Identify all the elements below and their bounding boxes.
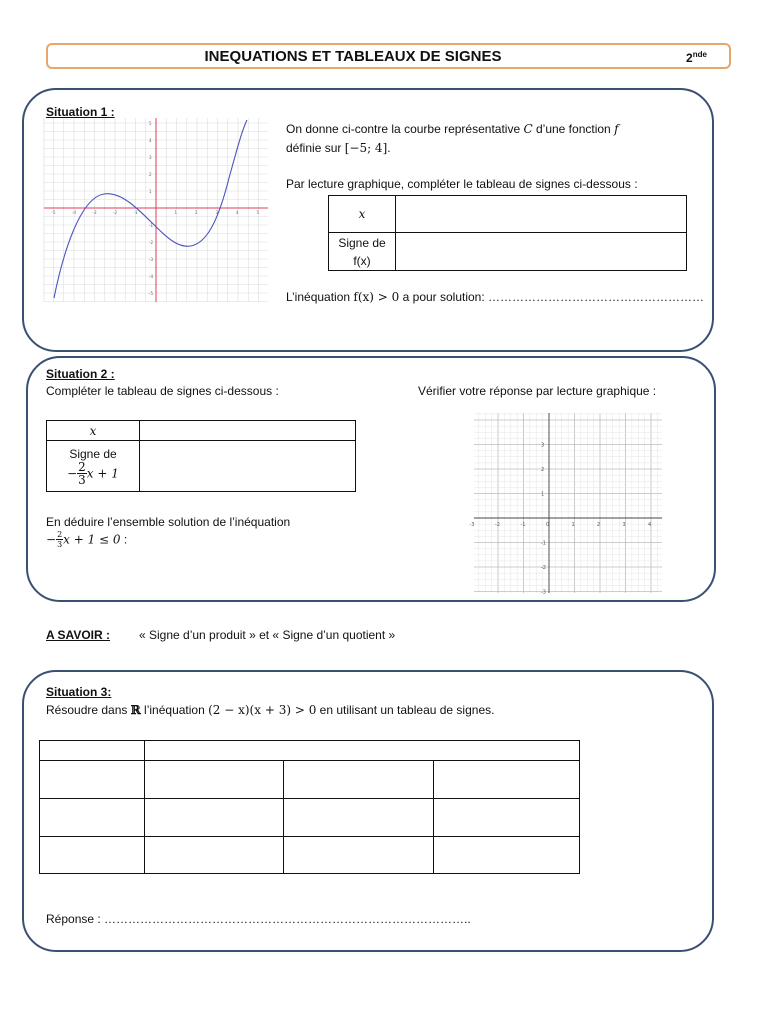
table-cell[interactable] [145,761,284,799]
situation-2-heading: Situation 2 : [46,367,115,381]
sign-label: Signe de [338,235,386,250]
savoir-text: « Signe d’un produit » et « Signe d’un quotient » [139,628,396,642]
x-tick-label: 4 [236,210,239,215]
y-tick-label: -2 [149,240,153,245]
y-tick-label: -3 [149,257,153,262]
x-tick-label: -1 [133,210,138,215]
table-x-values-cell[interactable] [396,196,687,233]
colon: : [120,532,128,547]
x-tick-label: -3 [92,210,97,215]
table-cell[interactable] [434,761,580,799]
situation-2-deduce: En déduire l’ensemble solution de l’inéquation [46,515,291,529]
situation-3-statement [46,703,494,717]
savoir-label: A SAVOIR : [46,628,111,642]
table-cell[interactable] [145,799,284,837]
x-tick-label: 1 [174,210,178,215]
y-tick-label: 3 [149,155,152,160]
statement-text: l’inéquation [140,703,209,717]
y-tick-label: 5 [149,121,152,126]
x-tick-label: 3 [215,210,219,215]
numerator: 2 [57,530,63,539]
situation-1-statement [286,120,686,158]
function-curve [51,120,247,298]
situation-1-sign-table [328,195,687,271]
situation-3-sign-table [39,740,580,874]
table-cell[interactable] [434,837,580,874]
x-tick-label: 3 [622,522,626,528]
title-banner [46,43,731,69]
table-sign-values-cell[interactable] [140,441,356,492]
situation-1-inequation [286,290,704,304]
statement-text: en utilisant un tableau de signes. [316,703,495,717]
situation-1-instruction: Par lecture graphique, compléter le tableau de signes ci-dessous : [286,177,638,191]
ineq-text: L’inéquation [286,290,354,304]
ineq-answer-line[interactable]: a pour solution: ……………………………………………… [399,290,705,304]
x-tick-label: -4 [72,210,76,215]
y-tick-label: 1 [149,189,152,194]
variable-x: x [358,207,366,221]
x-tick-label: -1 [520,522,526,528]
table-cell[interactable] [40,799,145,837]
table-x-header [47,421,140,441]
x-tick-label: -3 [469,522,475,528]
real-numbers-symbol: ℝ [130,703,141,717]
y-tick-label: 3 [541,442,545,449]
situation-2-inequation [46,530,127,549]
table-cell[interactable] [40,761,145,799]
table-cell[interactable] [284,761,434,799]
table-cell[interactable] [434,799,580,837]
table-sign-header [47,441,140,492]
y-tick-label: -1 [149,223,153,228]
y-tick-label: -5 [149,291,153,296]
situation-3-heading: Situation 3: [46,685,112,699]
class-level [686,50,707,65]
statement-line-2 [286,139,686,158]
expression-rest: x + 1 [86,466,119,480]
denominator: 3 [78,472,86,487]
x-tick-label: -5 [51,210,56,215]
y-tick-label: 4 [149,138,152,143]
y-tick-label: -3 [541,589,546,596]
situation-2-empty-grid [469,413,662,596]
x-tick-label: 0 [546,522,550,528]
inequation-rest: x + 1 ≤ 0 [63,532,121,547]
y-tick-label: -4 [149,274,153,279]
table-cell[interactable] [284,837,434,874]
y-tick-label: 1 [541,491,545,498]
curve-name: C [523,122,533,136]
ineq-formula: f(x) > 0 [353,290,400,304]
situation-1-heading: Situation 1 : [46,105,115,119]
x-tick-label: 1 [571,522,575,528]
table-sign-header [329,233,396,271]
sign-label: Signe de [69,446,117,461]
inequation-formula: (2 − x)(x + 3) > 0 [208,703,317,717]
statement-text: On donne ci-contre la courbe représentative [286,122,524,136]
y-tick-label: -1 [541,540,546,547]
sign-expression [47,461,139,486]
denominator: 3 [57,540,63,549]
statement-text: . [387,141,391,155]
fraction [77,461,87,486]
table-cell[interactable] [284,799,434,837]
table-x-values-cell[interactable] [140,421,356,441]
x-tick-label: 2 [195,210,198,215]
y-tick-label: 2 [541,467,545,473]
domain-interval: [−5; 4] [344,141,388,155]
x-tick-label: -2 [113,210,117,215]
page-title: INEQUATIONS ET TABLEAUX DE SIGNES [204,48,502,65]
table-cell[interactable] [145,741,580,761]
minus-sign: − [67,466,78,480]
situation-1-function-graph [44,118,268,302]
x-tick-label: 2 [597,522,601,528]
variable-x: x [89,423,97,438]
statement-text: définie sur [286,141,345,155]
situation-2-instruction: Compléter le tableau de signes ci-dessous : [46,384,279,398]
x-tick-label: 4 [648,522,652,528]
level-number: 2 [686,51,693,65]
table-cell[interactable] [145,837,284,874]
situation-2-verify: Vérifier votre réponse par lecture graphique : [418,384,657,398]
table-cell[interactable] [40,741,145,761]
statement-text: Résoudre dans [46,703,131,717]
numerator: 2 [78,459,86,474]
table-cell[interactable] [40,837,145,874]
y-tick-label: 2 [149,172,152,177]
y-tick-label: -2 [541,565,546,571]
x-tick-label: 5 [256,210,260,215]
function-name: f [614,122,619,136]
minus-sign: − [46,532,57,547]
situation-3-response[interactable]: Réponse : ……………………………………………………………………………….. [46,912,471,926]
statement-text: d’une fonction [532,122,615,136]
level-suffix: nde [692,50,707,59]
table-x-header [329,196,396,233]
situation-2-sign-table [46,420,356,492]
statement-line-1 [286,120,686,139]
table-sign-values-cell[interactable] [396,233,687,271]
sign-function: f(x) [353,253,371,268]
x-tick-label: -2 [495,522,500,528]
